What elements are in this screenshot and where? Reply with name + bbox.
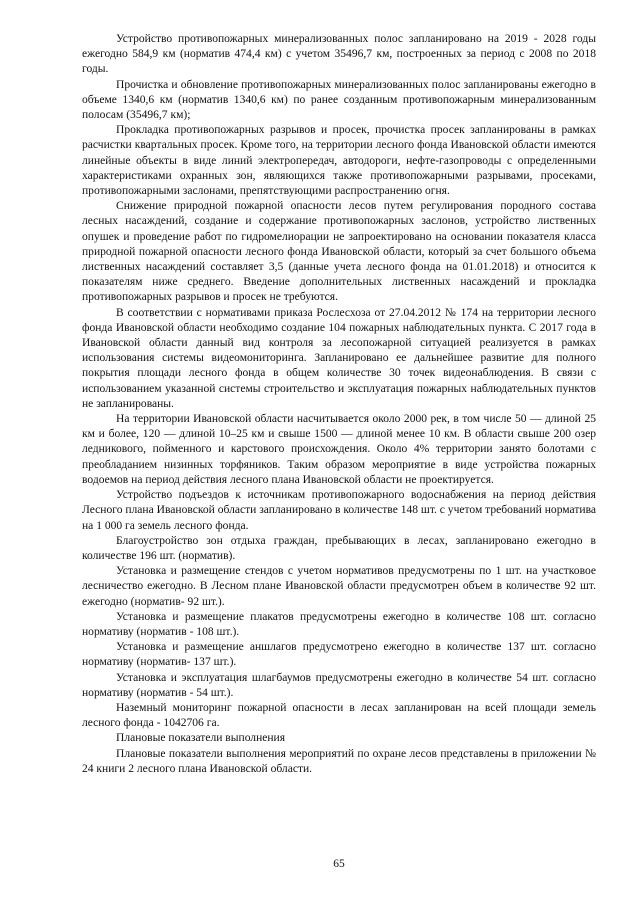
paragraph-ground-monitoring: Наземный мониторинг пожарной опасности в лесах запланирован на всей площади земель лесного фонда - 1042706 га. <box>82 701 596 730</box>
paragraph-observation-points: В соответствии с нормативами приказа Рослесхоза от 27.04.2012 № 174 на территории лесного фонда Ивановской области необходимо создание 104 пожарных наблюдательных пункта. С 2017 года в Ивановской области данный вид контроля за лесопожарной ситуацией реализуется в рамках использования системы видеомониторинга. Запланировано ее дальнейшее развитие для полного покрытия площади лесного фонда в общем количестве 30 точек видеонаблюдения. В связи с использованием указанной системы строительство и эксплуатация пожарных наблюдательных пунктов не запланированы. <box>82 306 596 410</box>
paragraph-barriers: Установка и эксплуатация шлагбаумов предусмотрены ежегодно в количестве 54 шт. согласно нормативу (норматив - 54 шт.). <box>82 671 596 699</box>
paragraph-planned-indicators-heading: Плановые показатели выполнения <box>116 732 286 745</box>
paragraph-recreation-zones: Благоустройство зон отдыха граждан, пребывающих в лесах, запланировано ежегодно в количестве 196 шт. (норматив). <box>82 534 596 562</box>
paragraph-planned-indicators: Плановые показатели выполнения мероприятий по охране лесов представлены в приложении № 24 книги 2 лесного плана Ивановской области. <box>82 747 596 775</box>
paragraph-access-roads: Устройство подъездов к источникам противопожарного водоснабжения на период действия Лесного плана Ивановской области запланировано в количестве 148 шт. с учетом требований норматива на 1 000 га земель лесного фонда. <box>82 489 596 532</box>
paragraph-signboards: Установка и размещение аншлагов предусмотрено ежегодно в количестве 137 шт. согласно нормативу (норматив- 137 шт.). <box>82 641 596 669</box>
page-number: 65 <box>333 858 345 870</box>
paragraph-mineralized-strips: Устройство противопожарных минерализованных полос запланировано на 2019 - 2028 годы ежегодно 584,9 км (норматив 474,4 км) с учетом 35496,7 км, построенных за период с 2008 по 2018 годы. <box>82 33 596 76</box>
paragraph-posters: Установка и размещение плакатов предусмотрены ежегодно в количестве 108 шт. согласно нормативу (норматив - 108 шт.). <box>82 610 596 638</box>
paragraph-water-bodies: На территории Ивановской области насчитывается около 2000 рек, в том числе 50 — длиной 25 км и более, 120 — длиной 10–25 км и свыше 1500 — длиной менее 10 км. В области свыше 200 озер ледникового, пойменного и карстового происхождения. Около 4% территории занято болотами с преобладанием низинных торфяников. Таким образом мероприятие в виде устройства пожарных водоемов на период действия лесного плана Ивановской области не проектируется. <box>82 413 596 486</box>
paragraph-stands: Установка и размещение стендов с учетом нормативов предусмотрены по 1 шт. на участковое лесничество ежегодно. В Лесном плане Ивановской области предусмотрен объем в количестве 92 шт. ежегодно (норматив- 92 шт.). <box>82 565 596 608</box>
paragraph-firebreaks: Прокладка противопожарных разрывов и просек, прочистка просек запланированы в рамках расчистки квартальных просек. Кроме того, на территории лесного фонда Ивановской области имеются линейные объекты в виде линий электропередач, автодороги, нефте-газопроводы с определенными характеристиками охранных зон, являющихся также противопожарными разрывами, просеками, противопожарными заслонами, препятствующими распространению огня. <box>82 124 596 198</box>
paragraph-strip-cleaning: Прочистка и обновление противопожарных минерализованных полос запланированы ежегодно в объеме 1340,6 км (норматив 1340,6 км) по ранее созданным противопожарным минерализованным полосам (35496,7 км); <box>82 78 596 122</box>
body-text <box>82 32 596 777</box>
paragraph-fire-hazard-reduction: Снижение природной пожарной опасности лесов путем регулирования породного состава лесных насаждений, создание и содержание противопожарных заслонов, устройство лиственных опушек и проведение работ по гидромелиорации не запроектировано на основании показателя класса природной пожарной опасности лесного фонда Ивановской области, который за счет большого объема лиственных насаждений составляет 3,5 (данные учета лесного фонда на 01.01.2018) и относится к показателям ниже среднего. Введение дополнительных лиственных насаждений и прокладка противопожарных разрывов и просек не требуются. <box>82 200 596 304</box>
